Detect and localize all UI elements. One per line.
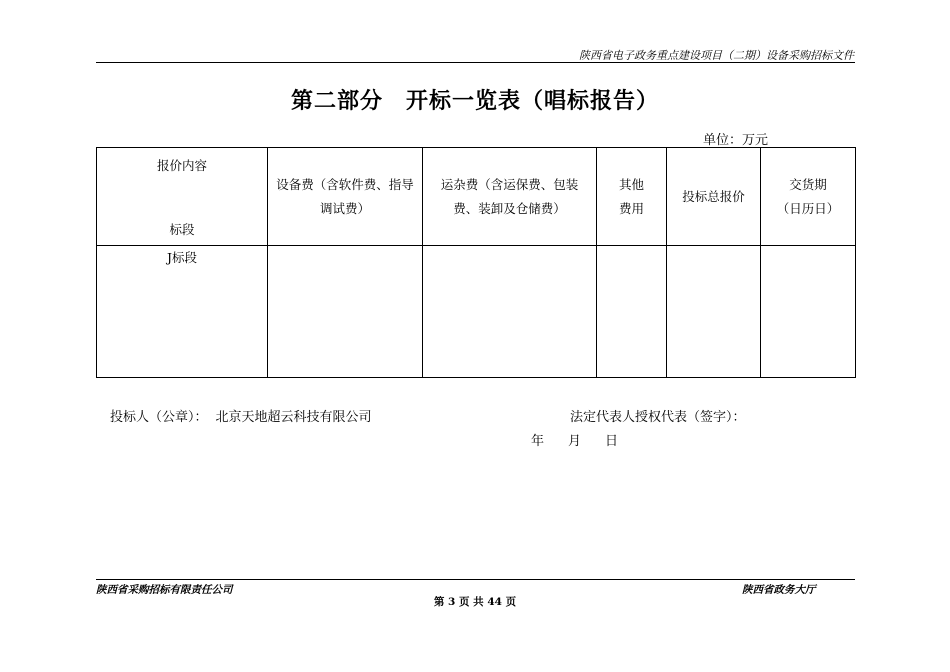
table-header-row <box>97 148 856 246</box>
header-rule <box>96 62 855 63</box>
corner-label-content: 报价内容 <box>156 158 207 173</box>
column-header-total-bid <box>667 148 761 246</box>
footer-right-text: 陕西省政务大厅 <box>742 584 816 596</box>
bidder-name: 北京天地超云科技有限公司 <box>215 410 372 425</box>
header-line: 调试费） <box>319 200 370 216</box>
header-line: （日历日） <box>776 200 840 216</box>
bidder-label: 投标人（公章）： <box>110 410 208 425</box>
corner-label-segment: 标段 <box>169 222 195 237</box>
header-line: 投标总报价 <box>682 188 745 204</box>
other-fee-cell[interactable] <box>597 246 667 378</box>
segment-cell: J标段 <box>97 246 268 378</box>
header-line: 费、装卸及仓储费） <box>453 200 566 216</box>
signature-date <box>531 430 618 449</box>
unit-label: 单位：万元 <box>703 133 769 148</box>
freight-fee-cell[interactable] <box>423 246 597 378</box>
header-line: 运杂费（含运保费、包装 <box>440 176 579 192</box>
bidder-signature-line <box>110 406 372 425</box>
column-header-freight-fee <box>423 148 597 246</box>
table-row <box>97 246 856 378</box>
column-header-delivery-period <box>761 148 856 246</box>
date-day-label: 日 <box>605 434 619 449</box>
header-line: 其他 <box>618 176 644 192</box>
column-header-equipment-fee <box>268 148 423 246</box>
footer-rule <box>96 579 855 580</box>
header-line: 费用 <box>618 200 644 216</box>
date-month-label: 月 <box>568 434 582 449</box>
page-title: 第二部分 开标一览表（唱标报告） <box>290 89 659 114</box>
corner-header-cell <box>97 148 268 246</box>
header-line: 交货期 <box>789 176 827 192</box>
document-header: 陕西省电子政务重点建设项目（二期）设备采购招标文件 <box>579 49 854 62</box>
bid-summary-table <box>96 147 856 378</box>
page-number: 第 3 页 共 44 页 <box>433 596 517 608</box>
column-header-other-fee <box>597 148 667 246</box>
equipment-fee-cell[interactable] <box>268 246 423 378</box>
date-year-label: 年 <box>531 434 545 449</box>
footer-left-text: 陕西省采购招标有限责任公司 <box>96 584 233 596</box>
delivery-period-cell[interactable] <box>761 246 856 378</box>
header-line: 设备费（含软件费、指导 <box>276 176 414 192</box>
total-bid-cell[interactable] <box>667 246 761 378</box>
representative-signature-label: 法定代表人授权代表（签字）： <box>570 410 746 425</box>
